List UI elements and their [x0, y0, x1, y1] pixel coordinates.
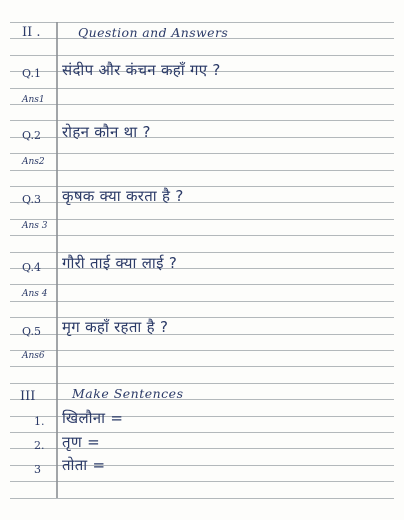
question-4-number: Q.4	[22, 261, 41, 274]
question-1-number: Q.1	[22, 67, 41, 80]
answer-3-label: Ans 3	[22, 221, 48, 231]
section-3-numeral: III	[20, 389, 36, 404]
section-2-heading: Question and Answers	[78, 25, 229, 40]
sentence-2-number: 2.	[34, 439, 45, 452]
ruled-line	[10, 252, 394, 253]
section-2-numeral: II .	[22, 25, 41, 40]
ruled-line	[10, 284, 394, 285]
answer-4-label: Ans 4	[22, 289, 48, 299]
margin-line	[56, 22, 58, 498]
question-2-text: रोहन कौन था ?	[62, 123, 151, 141]
answer-1-label: Ans1	[22, 95, 45, 105]
question-3-number: Q.3	[22, 193, 41, 206]
answer-5-label: Ans6	[22, 351, 45, 361]
ruled-line	[10, 366, 394, 367]
sentence-2-word: तृण =	[62, 433, 100, 451]
ruled-line	[10, 88, 394, 89]
ruled-line	[10, 399, 394, 400]
question-5-number: Q.5	[22, 325, 41, 338]
ruled-line	[10, 22, 394, 23]
question-3-text: कृषक क्या करता है ?	[62, 187, 184, 205]
ruled-line	[10, 153, 394, 154]
ruled-line	[10, 383, 394, 384]
ruled-line	[10, 219, 394, 220]
section-3-heading: Make Sentences	[72, 386, 184, 401]
question-4-text: गौरी ताई क्या लाई ?	[62, 254, 178, 272]
ruled-line	[10, 55, 394, 56]
ruled-line	[10, 481, 394, 482]
sentence-1-number: 1.	[34, 415, 45, 428]
question-5-text: मृग कहाँ रहता है ?	[62, 318, 169, 336]
ruled-line	[10, 170, 394, 171]
ruled-line	[10, 498, 394, 499]
answer-2-label: Ans2	[22, 157, 45, 167]
sentence-3-word: तोता =	[62, 456, 106, 474]
ruled-line	[10, 301, 394, 302]
sentence-1-word: खिलौना =	[62, 409, 124, 427]
sentence-3-number: 3	[34, 463, 41, 476]
ruled-line	[10, 350, 394, 351]
ruled-line	[10, 120, 394, 121]
question-2-number: Q.2	[22, 129, 41, 142]
ruled-line	[10, 235, 394, 236]
ruled-line	[10, 104, 394, 105]
question-1-text: संदीप और कंचन कहाँ गए ?	[62, 61, 221, 79]
